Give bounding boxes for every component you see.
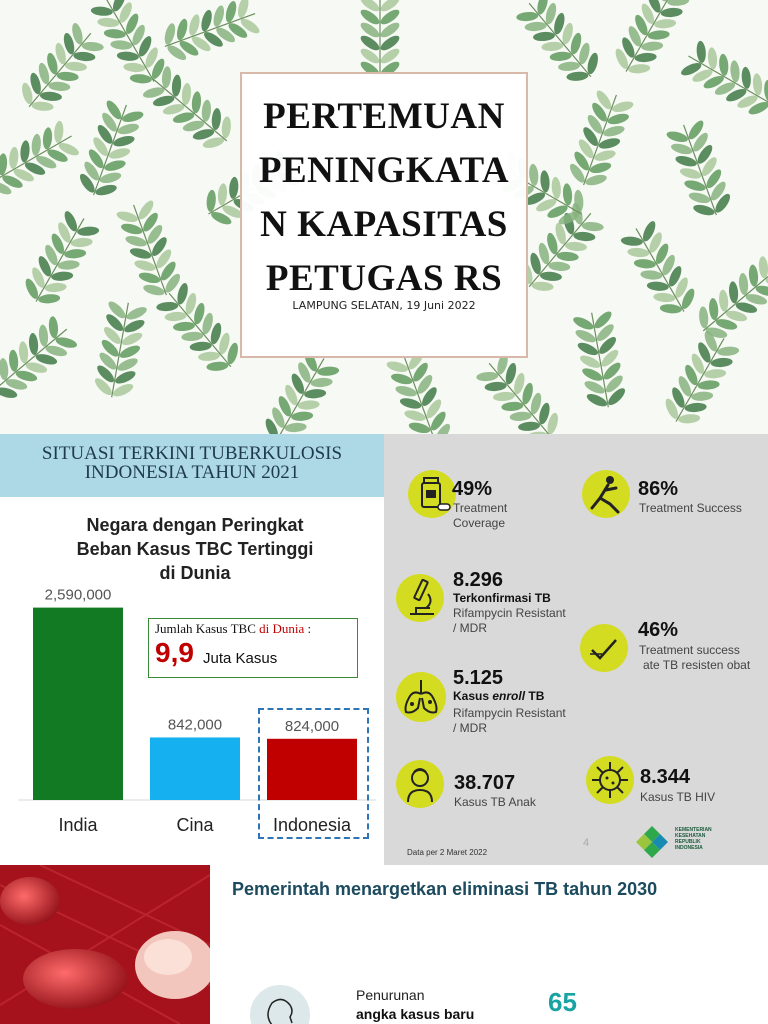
title-line: PERTEMUAN [263, 96, 505, 137]
total-cases-label: Jumlah Kasus TBC di Dunia : [155, 621, 312, 636]
slide-subtitle: LAMPUNG SELATAN, 19 Juni 2022 [292, 299, 476, 312]
stat-value: 46% [638, 619, 679, 641]
total-cases-box [148, 618, 358, 678]
situasi-heading-band [0, 434, 384, 497]
category-label: India [58, 815, 98, 835]
slide-title [242, 90, 526, 306]
tb-stats-panel [384, 434, 768, 865]
total-cases-value: 9,9 [155, 637, 194, 668]
total-cases-unit: Juta Kasus [203, 650, 278, 667]
title-line: N KAPASITAS [260, 204, 508, 245]
data-footnote: Data per 2 Maret 2022 [407, 848, 488, 857]
stat-label: Kasus TB Anak [454, 795, 536, 809]
stat-value: 86% [638, 478, 679, 500]
page-number: 4 [583, 837, 590, 849]
stat-value: 49% [452, 478, 493, 500]
bar-chart [0, 497, 384, 865]
stat-value: 8.296 [453, 569, 504, 591]
title-slide [0, 0, 768, 434]
heading-line: SITUASI TERKINI TUBERKULOSIS [41, 443, 343, 464]
checkmark-icon [580, 624, 628, 672]
title-line: PETUGAS RS [265, 258, 503, 299]
stat-bold-label: Terkonfirmasi TB [453, 591, 551, 605]
kemenkes-logo [632, 822, 672, 862]
head-profile-icon [250, 985, 310, 1024]
bar-value-label: 824,000 [284, 717, 340, 735]
exercise-person-icon [582, 470, 630, 518]
stat-value: 38.707 [454, 772, 516, 794]
stat-bold-label: Kasus enroll TB [453, 689, 545, 703]
lungs-icon [396, 672, 446, 722]
stat-label: Rifampycin Resistant / MDR [453, 706, 566, 735]
bar-value-label: 2,590,000 [44, 586, 112, 604]
virus-icon [586, 756, 634, 804]
bar-value-label: 842,000 [167, 716, 223, 734]
heading-line: INDONESIA TAHUN 2021 [84, 462, 300, 483]
indonesia-highlight-box [258, 708, 369, 839]
stat-label: Kasus TB HIV [640, 790, 716, 804]
bar-cina [150, 737, 240, 800]
stat-value: 5.125 [453, 667, 504, 689]
title-line: PENINGKATA [258, 150, 510, 191]
stat-label: Rifampycin Resistant / MDR [453, 606, 566, 635]
target-value: 65 [548, 987, 577, 1017]
medicine-bottle-icon [408, 470, 456, 518]
stat-label: Treatment success ate TB resisten obat [639, 643, 751, 672]
microscope-icon [396, 574, 444, 622]
category-label: Cina [176, 815, 214, 835]
pills-photo [0, 865, 210, 1024]
target-label-line1: Penurunan [356, 987, 425, 1003]
stat-label: Treatment Coverage [453, 501, 508, 530]
chart-title-line: Negara dengan Peringkat [86, 515, 304, 535]
target-label-line2: angka kasus baru [356, 1006, 475, 1022]
stat-value: 8.344 [640, 766, 691, 788]
chart-title-line: di Dunia [159, 563, 231, 583]
situasi-heading [0, 444, 384, 482]
chart-title-line: Beban Kasus TBC Tertinggi [76, 539, 314, 559]
kemenkes-logo-text: KEMENTERIAN KESEHATAN REPUBLIK INDONESIA [675, 827, 712, 851]
child-icon [396, 760, 444, 808]
bar-india [33, 608, 123, 800]
title-frame [240, 72, 528, 358]
target-slide [0, 865, 768, 1024]
target-title: Pemerintah menargetkan eliminasi TB tahun 2030 [232, 879, 658, 899]
stat-label: Treatment Success [639, 501, 742, 515]
category-label: Indonesia [272, 815, 352, 835]
